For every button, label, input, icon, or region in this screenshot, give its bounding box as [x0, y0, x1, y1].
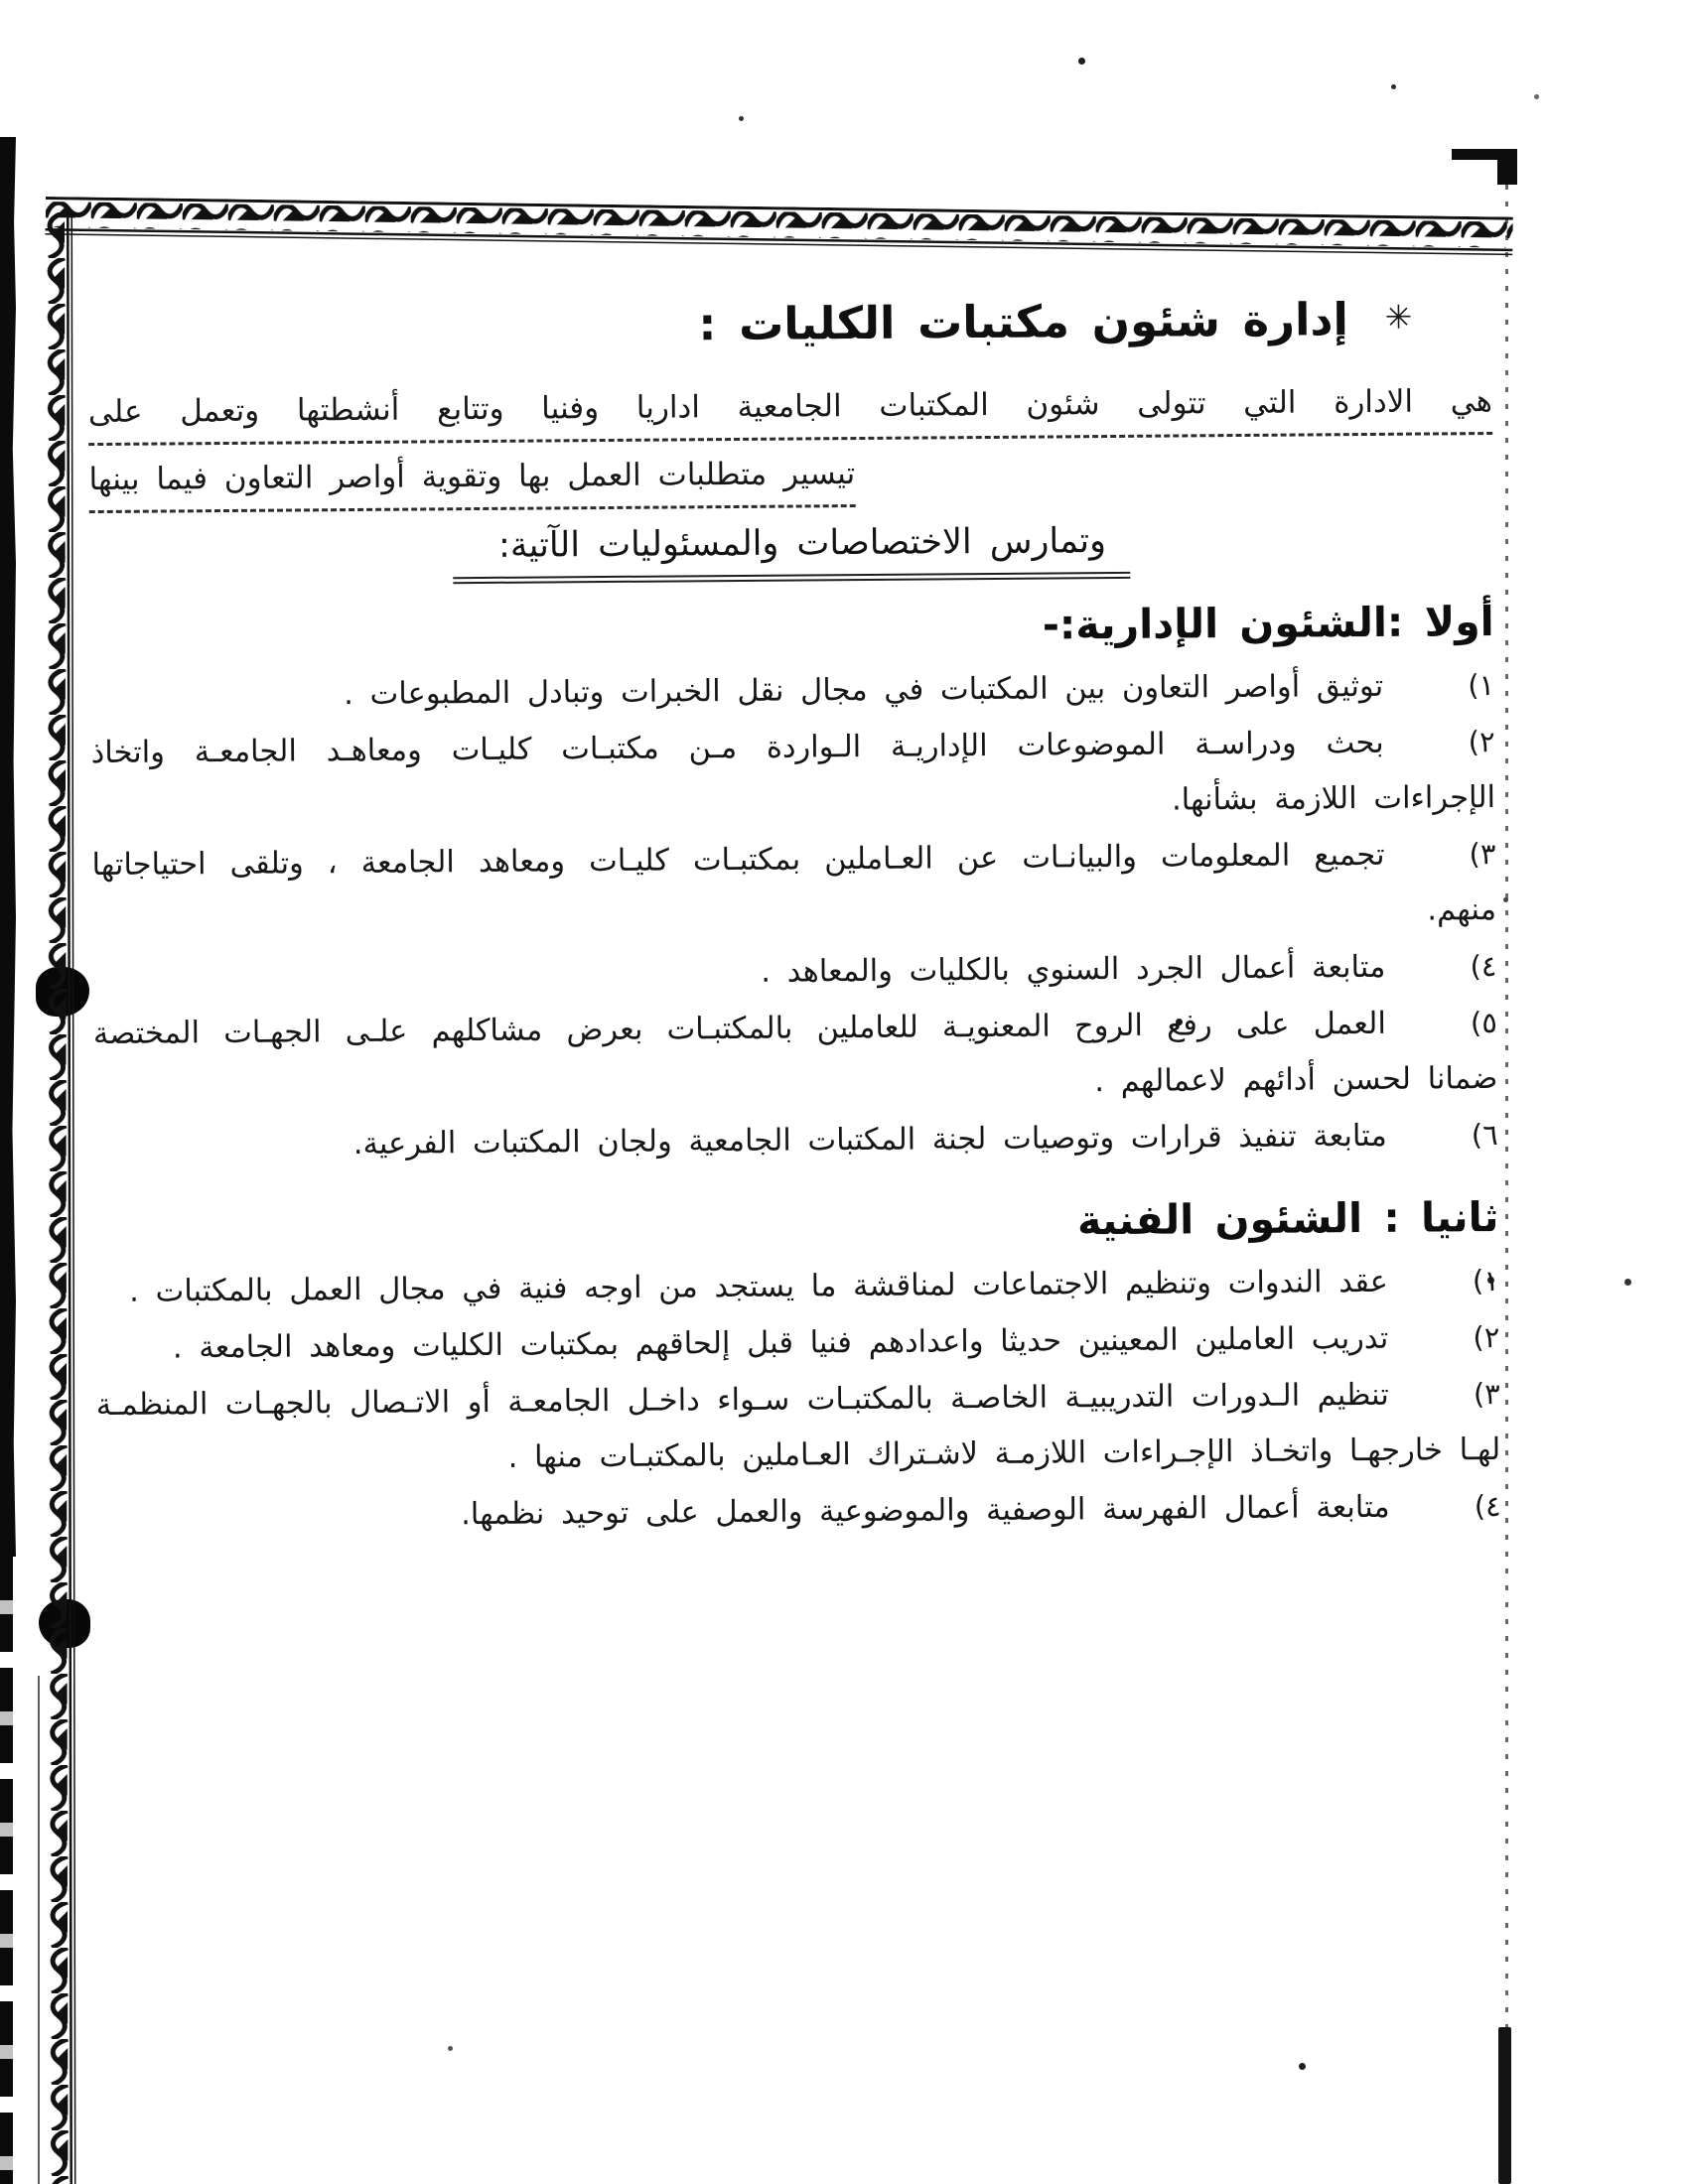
section-items-administrative — [90, 657, 1498, 1174]
item-text: تدريب العاملين المعينين حديثا واعدادهم فنيا قبل إلحاقهم بمكتبات الكليات ومعاهد الجامعة . — [172, 1320, 1389, 1366]
section-heading-administrative: أولا :الشئون الإدارية:- — [1042, 597, 1494, 649]
right-page-edge — [1505, 185, 1508, 2027]
list-item — [96, 1366, 1501, 1489]
intro-line-2-row — [88, 439, 1492, 513]
intro-line-1: هي الادارة التي تتولى شئون المكتبات الجامعية اداريا وفنيا وتتابع أنشطتها وتعمل على — [88, 371, 1492, 446]
scan-binding-edge-lower — [0, 1557, 13, 2184]
left-border-ornament — [44, 212, 76, 2184]
mandate-line: وتمارس الاختصاصات والمسئوليات الآتية: — [453, 513, 1130, 584]
scan-smudge — [1498, 2027, 1511, 2184]
document-content — [87, 284, 1501, 1546]
item-number: ١) — [1468, 667, 1495, 703]
item-text: توثيق أواصر التعاون بين المكتبات في مجال نقل الخبرات وتبادل المطبوعات . — [344, 668, 1384, 713]
item-text: عقد الندوات وتنظيم الاجتماعات لمناقشة ما يستجد من اوجه فنية في مجال العمل بالمكتبات . — [129, 1264, 1389, 1309]
list-item — [91, 826, 1496, 949]
scan-corner-mark — [1497, 149, 1517, 185]
item-number: ٢) — [1473, 1319, 1500, 1355]
mandate-row — [89, 510, 1493, 587]
list-item — [96, 1478, 1500, 1546]
item-text: بحث ودراسـة الموضوعات الإداريـة الـواردة مـن مكتبـات كليـات ومعاهـد الجامعـة واتخاذ الإجراءات اللازمة بشأنها. — [90, 725, 1496, 818]
top-border-ornament — [45, 197, 1512, 257]
page-title: إدارة شئون مكتبات الكليات : — [698, 293, 1349, 351]
item-text: متابعة أعمال الجرد السنوي بالكليات والمعاهد . — [761, 949, 1386, 990]
section-items-technical — [95, 1253, 1501, 1546]
item-number: ٦) — [1471, 1117, 1498, 1153]
item-text: متابعة أعمال الفهرسة الوصفية والموضوعية والعمل على توحيد نظمها. — [461, 1489, 1390, 1533]
item-number: ٥) — [1470, 1005, 1497, 1040]
item-number: ٤) — [1470, 948, 1497, 984]
item-number: ٣) — [1469, 836, 1496, 872]
item-number: ٢) — [1468, 724, 1495, 759]
item-number: ٣) — [1473, 1376, 1500, 1412]
item-text: تنظيم الـدورات التدريبيـة الخاصـة بالمكتبـات سـواء داخـل الجامعـة أو الاتـصال بالجهـات المنظمـة لهـا خارجهـا واتخـاذ الإجـراءات اللازمـة لاشـتراك العـاملين بالمكتبـات منها . — [95, 1377, 1501, 1475]
item-text: العمل على رفع الروح المعنويـة للعاملين بالمكتبـات بعرض مشاكلهم علـى الجهـات المختصة ضمانا لحسن أدائهم لاعمالهم . — [92, 1006, 1498, 1100]
list-item — [94, 1107, 1498, 1174]
scan-fold-line — [38, 1676, 40, 2184]
item-number: ١) — [1472, 1263, 1500, 1298]
item-number: ٤) — [1474, 1488, 1501, 1524]
list-item — [93, 995, 1498, 1118]
item-text: متابعة تنفيذ قرارات وتوصيات لجنة المكتبات الجامعية ولجان المكتبات الفرعية. — [352, 1118, 1387, 1162]
item-text: تجميع المعلومات والبيانـات عن العـاملين بمكتبـات كليـات ومعاهد الجامعة ، وتلقى احتياجاتها منهم. — [91, 837, 1497, 928]
scan-speckles — [0, 0, 3, 3]
section-heading-technical: ثانيا : الشئون الفنية — [1076, 1192, 1499, 1245]
star-icon: ✳ — [1384, 297, 1413, 337]
intro-line-2: تيسير متطلبات العمل بها وتقوية أواصر التعاون فيما بينها — [88, 444, 855, 513]
list-item — [90, 714, 1495, 837]
intro-paragraph — [88, 371, 1493, 513]
scan-binding-edge — [0, 137, 16, 1557]
page-title-row — [87, 284, 1491, 362]
